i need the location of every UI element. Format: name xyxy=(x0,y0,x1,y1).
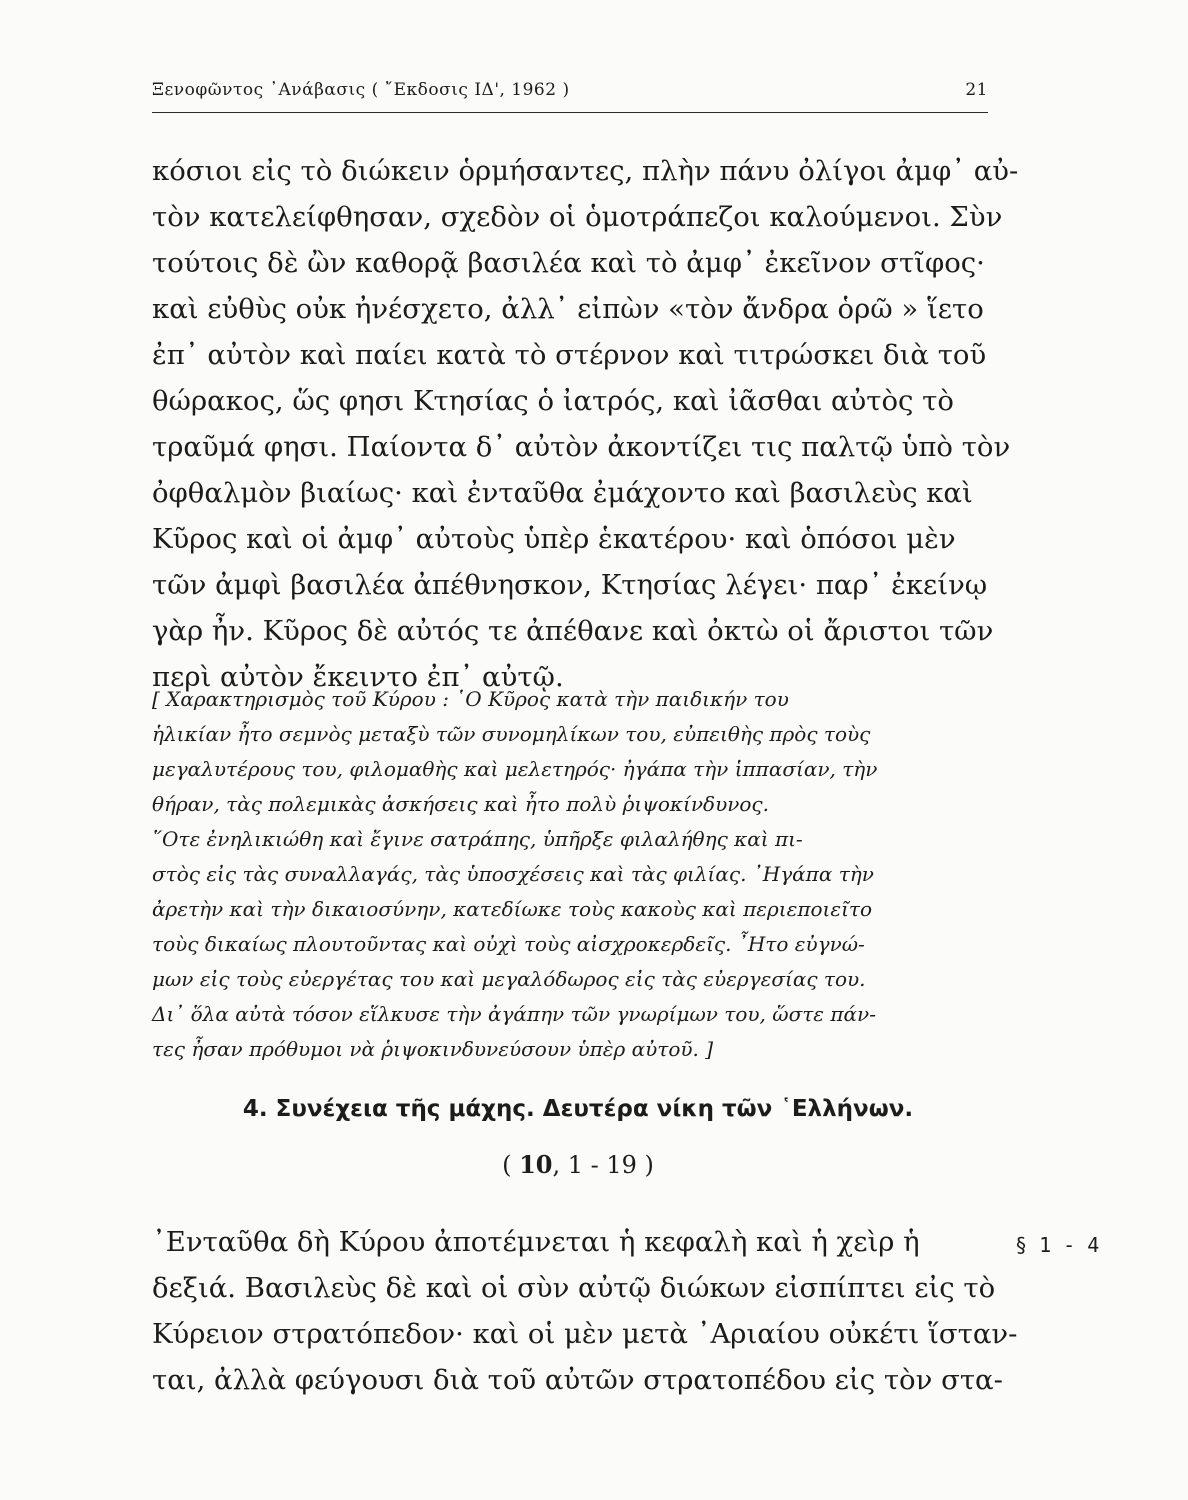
note-line: μεγαλυτέρους του, φιλομαθὴς καὶ μελετηρός· ἠγάπα τὴν ἱππασίαν, τὴν xyxy=(152,757,878,781)
header-rule xyxy=(152,112,988,113)
section-heading: 4. Συνέχεια τῆς μάχης. Δευτέρα νίκη τῶν ῾Ελλήνων. xyxy=(242,1096,914,1122)
second-paragraph xyxy=(152,1219,1018,1403)
text-line: δεξιά. Βασιλεὺς δὲ καὶ οἱ σὺν αὐτῷ διώκων εἰσπίπτει εἰς τὸ xyxy=(152,1272,996,1304)
text-line: τὸν κατελείφθησαν, σχεδὸν οἱ ὁμοτράπεζοι καλούμενοι. Σὺν xyxy=(152,201,1003,233)
running-title: Ξενοφῶντος ᾿Ανάβασις ( ῎Εκδοσις ΙΔ', 1962 ) xyxy=(152,80,570,100)
page-number: 21 xyxy=(965,80,988,100)
commentary-note xyxy=(152,682,1004,1067)
note-line: ἡλικίαν ἦτο σεμνὸς μεταξὺ τῶν συνομηλίκων του, εὐπειθὴς πρὸς τοὺς xyxy=(152,722,871,746)
main-paragraph xyxy=(152,148,1019,700)
text-line: τῶν ἀμφὶ βασιλέα ἀπέθνησκον, Κτησίας λέγει· παρ᾿ ἐκείνῳ xyxy=(152,569,988,601)
section-ref-chapter: 10 xyxy=(519,1150,553,1179)
margin-paragraph-ref: § 1 - 4 xyxy=(1015,1233,1100,1257)
note-line: Δι᾿ ὅλα αὐτὰ τόσον εἵλκυσε τὴν ἀγάπην τῶν γνωρίμων του, ὥστε πάν- xyxy=(152,1002,876,1026)
text-line: Κύρειον στρατόπεδον· καὶ οἱ μὲν μετὰ ᾿Αριαίου οὐκέτι ἵσταν- xyxy=(152,1318,1018,1350)
text-line: τούτοις δὲ ὢν καθορᾷ βασιλέα καὶ τὸ ἀμφ᾿ ἐκεῖνον στῖφος· xyxy=(152,247,985,279)
note-line: τοὺς δικαίως πλουτοῦντας καὶ οὐχὶ τοὺς αἰσχροκερδεῖς. ῏Ητο εὐγνώ- xyxy=(152,932,865,956)
section-reference xyxy=(152,1150,1004,1179)
text-line: ὀφθαλμὸν βιαίως· καὶ ἐνταῦθα ἐμάχοντο καὶ βασιλεὺς καὶ xyxy=(152,477,973,509)
note-line: [ Χαρακτηρισμὸς τοῦ Κύρου : ῾Ο Κῦρος κατὰ τὴν παιδικήν του xyxy=(152,687,789,711)
text-line: ται, ἀλλὰ φεύγουσι διὰ τοῦ αὐτῶν στρατοπέδου εἰς τὸν στα- xyxy=(152,1364,1003,1396)
text-line: θώρακος, ὥς φησι Κτησίας ὁ ἰατρός, καὶ ἰᾶσθαι αὐτὸς τὸ xyxy=(152,385,954,417)
text-line: Κῦρος καὶ οἱ ἀμφ᾿ αὐτοὺς ὑπὲρ ἑκατέρου· καὶ ὁπόσοι μὲν xyxy=(152,523,956,555)
note-line: ῞Οτε ἐνηλικιώθη καὶ ἔγινε σατράπης, ὑπῆρξε φιλαλήθης καὶ πι- xyxy=(152,827,803,851)
note-line: μων εἰς τοὺς εὐεργέτας του καὶ μεγαλόδωρος εἰς τὰς εὐεργεσίας του. xyxy=(152,967,866,991)
note-line: στὸς εἰς τὰς συναλλαγάς, τὰς ὑποσχέσεις καὶ τὰς φιλίας. ᾿Ηγάπα τὴν xyxy=(152,862,874,886)
text-line: ᾿Ενταῦθα δὴ Κύρου ἀποτέμνεται ἡ κεφαλὴ καὶ ἡ χεὶρ ἡ xyxy=(152,1226,920,1258)
text-line: περὶ αὐτὸν ἔκειντο ἐπ᾿ αὐτῷ. xyxy=(152,661,564,693)
note-line: θήραν, τὰς πολεμικὰς ἀσκήσεις καὶ ἦτο πολὺ ῥιψοκίνδυνος. xyxy=(152,792,769,816)
note-line: τες ἦσαν πρόθυμοι νὰ ῥιψοκινδυνεύσουν ὑπὲρ αὐτοῦ. ] xyxy=(152,1037,714,1061)
text-line: τραῦμά φησι. Παίοντα δ᾿ αὐτὸν ἀκοντίζει τις παλτῷ ὑπὸ τὸν xyxy=(152,431,1011,463)
section-ref-open: ( xyxy=(502,1151,520,1179)
text-line: καὶ εὐθὺς οὐκ ἠνέσχετο, ἀλλ᾿ εἰπὼν «τὸν ἄνδρα ὁρῶ » ἵετο xyxy=(152,293,984,325)
text-line: κόσιοι εἰς τὸ διώκειν ὁρμήσαντες, πλὴν πάνυ ὀλίγοι ἀμφ᾿ αὐ- xyxy=(152,155,1019,187)
text-line: ἐπ᾿ αὐτὸν καὶ παίει κατὰ τὸ στέρνον καὶ τιτρώσκει διὰ τοῦ xyxy=(152,339,987,371)
note-line: ἀρετὴν καὶ τὴν δικαιοσύνην, κατεδίωκε τοὺς κακοὺς καὶ περιεποιεῖτο xyxy=(152,897,873,921)
section-ref-range: , 1 - 19 ) xyxy=(552,1151,654,1179)
text-line: γὰρ ἦν. Κῦρος δὲ αὐτός τε ἀπέθανε καὶ ὀκτὼ οἱ ἄριστοι τῶν xyxy=(152,615,994,647)
running-header xyxy=(152,80,988,100)
